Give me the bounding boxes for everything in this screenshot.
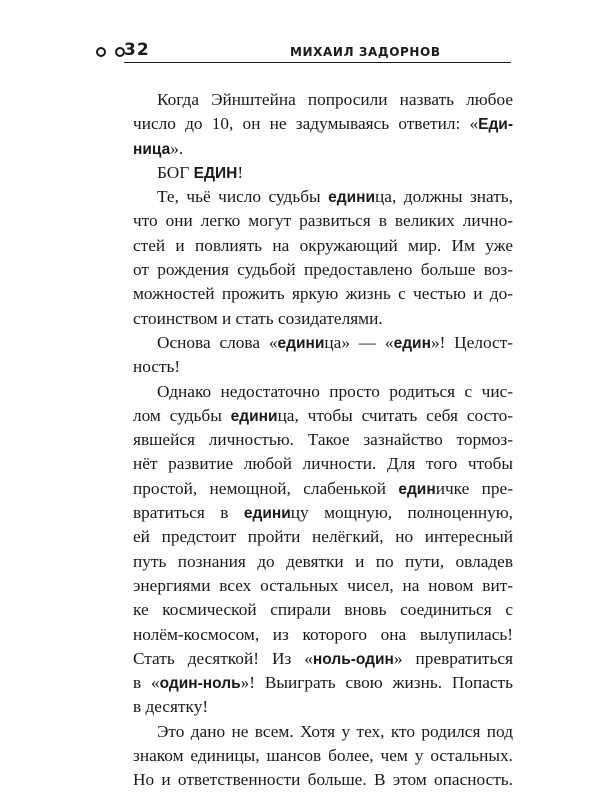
text-line <box>133 258 513 282</box>
text-fragment: Однако недостаточно просто родиться с чис- <box>157 381 513 401</box>
text-line <box>133 282 513 306</box>
text-line <box>133 477 513 501</box>
text-fragment: простой, немощной, слабенькой <box>133 478 399 498</box>
bold-fragment: едини <box>243 505 291 523</box>
bold-fragment: едини <box>230 407 278 425</box>
text-line <box>133 88 513 112</box>
text-fragment: ца, должны знать, <box>375 187 514 207</box>
text-fragment: вратиться в <box>133 503 244 523</box>
text-fragment: от рождения судьбой предоставлено больше воз- <box>133 260 513 280</box>
text-fragment: можностей прожить яркую жизнь с честью и до- <box>133 284 513 304</box>
text-line <box>133 428 513 452</box>
text-fragment: в десятку! <box>133 697 209 717</box>
text-line <box>133 137 513 161</box>
bold-fragment: един <box>398 480 436 498</box>
text-line <box>133 307 513 331</box>
text-line <box>133 331 513 355</box>
text-line <box>133 525 513 549</box>
text-fragment: в « <box>133 673 160 693</box>
text-line <box>133 355 513 379</box>
text-line <box>133 598 513 622</box>
text-line <box>133 161 513 185</box>
text-line <box>133 695 513 719</box>
text-fragment: явшейся личностью. Такое зазнайство тормоз- <box>133 430 513 450</box>
bold-fragment: ЕДИН <box>193 164 238 182</box>
text-fragment: ца» — « <box>324 332 394 352</box>
text-line <box>133 550 513 574</box>
bold-fragment: ница <box>133 140 171 158</box>
ornament-dots <box>96 47 125 57</box>
text-fragment: ! <box>237 162 244 182</box>
text-fragment: нолём-космосом, из которого она вылупилась! <box>133 624 513 644</box>
text-fragment: Но и ответственности больше. В этом опасность. <box>133 770 513 790</box>
text-fragment: ца, чтобы считать себя состо- <box>277 405 513 425</box>
text-fragment: »! Выиграть свою жизнь. Попасть <box>240 673 513 693</box>
text-line <box>133 452 513 476</box>
text-line <box>133 768 513 792</box>
text-fragment: Это дано не всем. Хотя у тех, кто родился под <box>157 721 513 741</box>
text-fragment: Стать десяткой! Из « <box>133 648 313 668</box>
text-fragment: ичке пре- <box>435 478 513 498</box>
text-fragment: »! Целост- <box>430 332 513 352</box>
text-line <box>133 380 513 404</box>
text-line <box>133 744 513 768</box>
text-line <box>133 234 513 258</box>
text-fragment: стей и повлиять на окружающий мир. Им уже <box>133 235 513 255</box>
text-line <box>133 720 513 744</box>
text-fragment: » превратиться <box>393 648 513 668</box>
text-fragment: число до 10, он не задумываясь ответил: « <box>133 114 479 134</box>
bold-fragment: ноль-один <box>312 650 394 668</box>
text-fragment: лом судьбы <box>133 405 231 425</box>
text-fragment: Те, чьё число судьбы <box>157 187 329 207</box>
running-head-author: МИХАИЛ ЗАДОРНОВ <box>290 45 441 59</box>
text-line <box>133 501 513 525</box>
text-fragment: Когда Эйнштейна попросили назвать любое <box>157 90 513 109</box>
page-number: 32 <box>124 40 150 60</box>
text-line <box>133 623 513 647</box>
text-fragment: знаком единицы, шансов более, чем у остальных. <box>133 746 513 766</box>
text-line <box>133 647 513 671</box>
bold-fragment: один-ноль <box>159 675 241 693</box>
text-fragment: ». <box>170 138 184 158</box>
body-text <box>133 88 513 793</box>
text-fragment: ность! <box>133 357 181 377</box>
text-fragment: нёт развитие любой личности. Для того чтобы <box>133 454 513 474</box>
text-line <box>133 185 513 209</box>
text-fragment: цу мощную, полноценную, <box>290 503 513 523</box>
text-line <box>133 404 513 428</box>
bold-fragment: един <box>393 334 431 352</box>
bold-fragment: едини <box>328 189 376 207</box>
ornament-dot-icon <box>96 47 106 57</box>
text-fragment: стоинством и стать созидателями. <box>133 308 383 328</box>
header-rule <box>124 62 511 63</box>
bold-fragment: Еди- <box>478 116 513 134</box>
text-fragment: Основа слова « <box>157 332 278 352</box>
text-line <box>133 671 513 695</box>
text-line <box>133 209 513 233</box>
text-fragment: энергиями всех остальных чисел, на новом вит- <box>133 575 513 595</box>
text-line <box>133 112 513 136</box>
text-fragment: ке космической спирали вновь соединиться с <box>133 600 513 620</box>
text-fragment: ей предстоит пройти нелёгкий, но интересный <box>133 527 513 547</box>
text-line <box>133 574 513 598</box>
running-header <box>0 0 600 80</box>
text-fragment: что они легко могут развиться в великих лично- <box>133 211 513 231</box>
text-fragment: БОГ <box>157 162 194 182</box>
text-fragment: путь познания до девятки и по пути, овладев <box>133 551 513 571</box>
bold-fragment: едини <box>277 334 325 352</box>
